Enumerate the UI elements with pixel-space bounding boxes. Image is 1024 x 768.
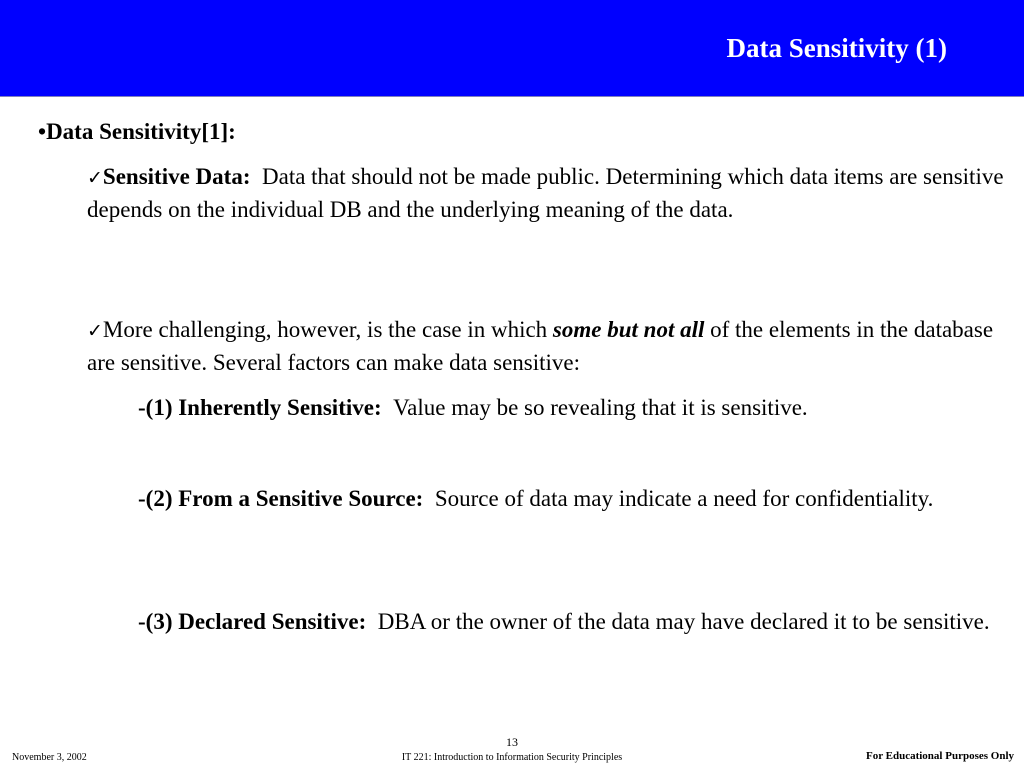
checkmark-icon: ✓ xyxy=(87,167,103,189)
sensitive-data-item xyxy=(87,161,1019,225)
factor-text: Source of data may indicate a need for confidentiality. xyxy=(434,486,934,511)
slide-title: Data Sensitivity (1) xyxy=(726,33,947,63)
challenging-suffix: of the elements in the database are sensitive. Several factors can make data sensitive: xyxy=(87,317,994,375)
challenging-prefix: More challenging, however, is the case in which xyxy=(102,317,553,342)
factor-label: -(3) Declared Sensitive: xyxy=(138,609,367,634)
challenging-item xyxy=(87,314,997,378)
footer-notice: For Educational Purposes Only xyxy=(865,750,1014,762)
footer-date: November 3, 2002 xyxy=(12,752,87,763)
sensitive-data-text: Data that should not be made public. Determining which data items are sensitive depends on the individual DB and the underlying meaning of the data. xyxy=(87,164,1004,222)
factor-label: -(1) Inherently Sensitive: xyxy=(138,395,382,420)
sensitive-data-term: Sensitive Data: xyxy=(102,164,251,189)
factor-label: -(2) From a Sensitive Source: xyxy=(138,486,424,511)
factor-text: DBA or the owner of the data may have declared it to be sensitive. xyxy=(377,609,990,634)
main-bullet xyxy=(38,116,236,147)
page-number: 13 xyxy=(506,735,518,749)
footer-course: IT 221: Introduction to Information Security Principles xyxy=(401,752,623,763)
factor-item xyxy=(138,606,1008,637)
factor-item xyxy=(138,392,1008,423)
bullet-marker: • xyxy=(38,119,47,144)
challenging-emphasis: some but not all xyxy=(552,317,705,342)
factor-text: Value may be so revealing that it is sensitive. xyxy=(393,395,808,420)
factor-item xyxy=(138,483,938,514)
checkmark-icon: ✓ xyxy=(87,320,103,342)
main-bullet-label: Data Sensitivity[1]: xyxy=(46,119,236,144)
header-bar xyxy=(0,0,1024,97)
